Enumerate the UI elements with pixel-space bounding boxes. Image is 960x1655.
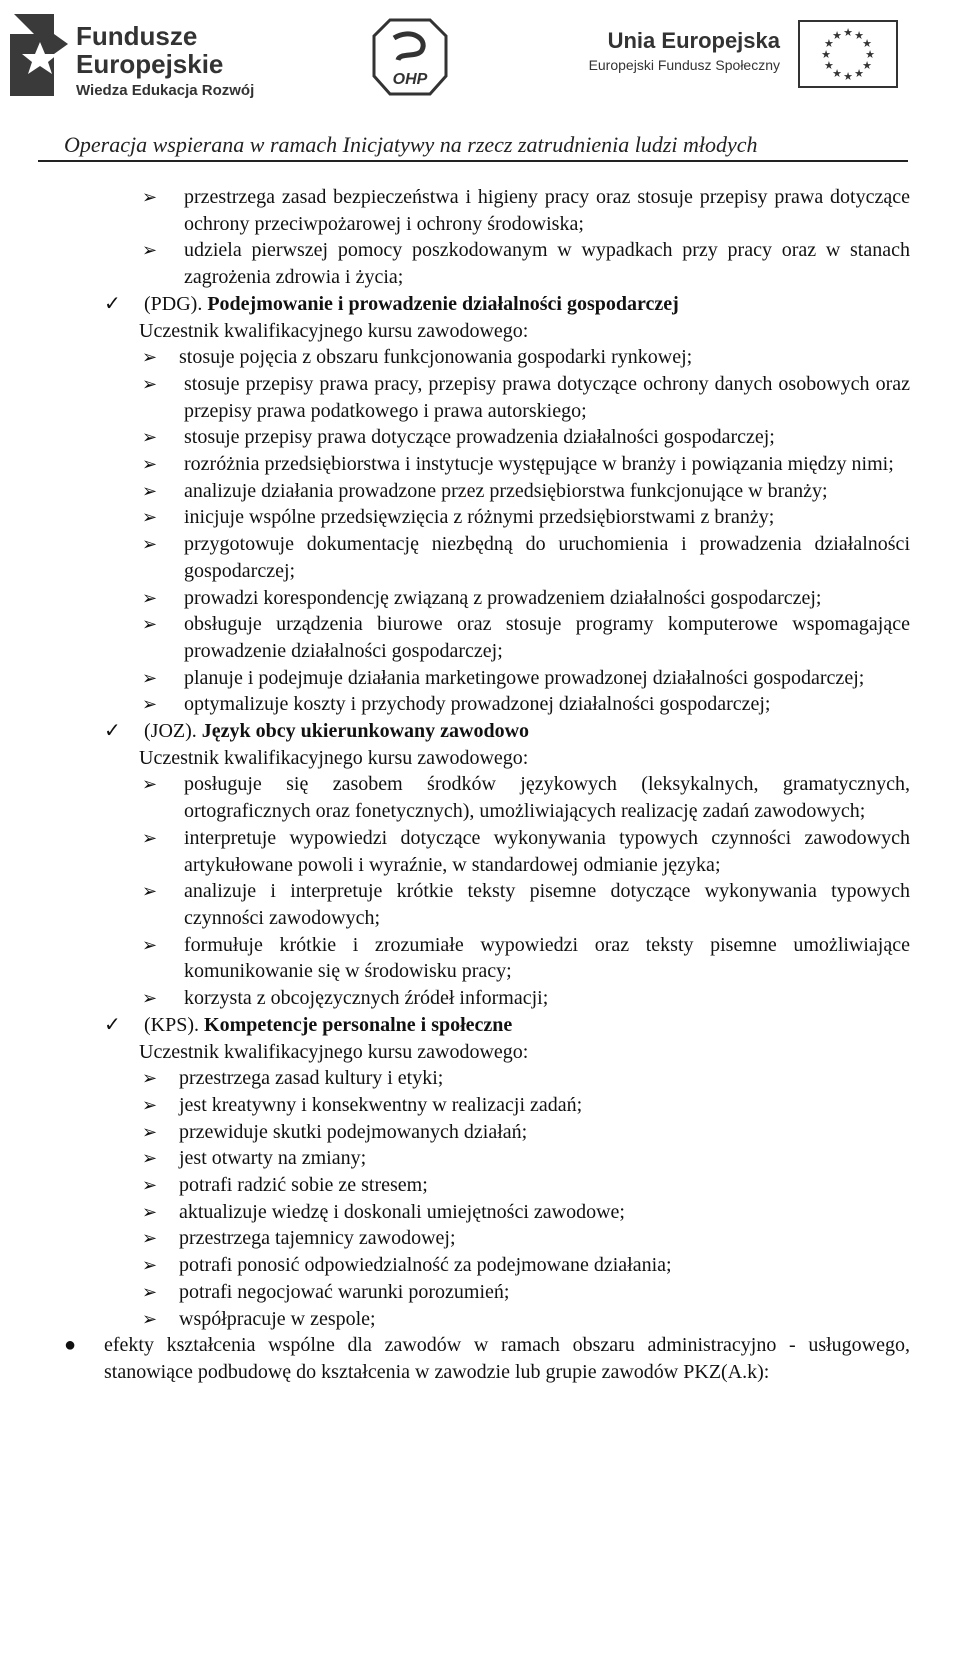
section-heading: ✓ (PDG). Podejmowanie i prowadzenie działalności gospodarczej bbox=[0, 291, 960, 318]
arrow-bullet-icon: ➢ bbox=[142, 1068, 158, 1089]
list-item: ➢ potrafi negocjować warunki porozumień; bbox=[0, 1279, 960, 1306]
checkmark-icon: ✓ bbox=[104, 1013, 121, 1036]
section-intro: Uczestnik kwalifikacyjnego kursu zawodowego: bbox=[139, 1040, 529, 1063]
eu-star-icon: ★ bbox=[832, 29, 842, 42]
list-item: ➢ prowadzi korespondencję związaną z prowadzeniem działalności gospodarczej; bbox=[0, 585, 960, 612]
section-intro: Uczestnik kwalifikacyjnego kursu zawodowego: bbox=[139, 319, 529, 342]
list-item: ➢ współpracuje w zespole; bbox=[0, 1306, 960, 1333]
eu-star-icon: ★ bbox=[854, 29, 864, 42]
list-item: ➢ stosuje przepisy prawa pracy, przepisy prawa dotyczące ochrony danych osobowych oraz przepisy prawa podatkowego i prawa autorskiego; bbox=[142, 372, 910, 422]
eu-star-icon: ★ bbox=[854, 68, 864, 81]
eu-flag-icon bbox=[798, 20, 898, 88]
arrow-bullet-icon: ➢ bbox=[142, 507, 158, 528]
arrow-bullet-icon: ➢ bbox=[142, 1148, 158, 1169]
list-item: ➢ udziela pierwszej pomocy poszkodowanym w wypadkach przy pracy oraz w stanach zagrożenia zdrowia i życia; bbox=[142, 239, 910, 289]
list-item: ➢ stosuje pojęcia z obszaru funkcjonowania gospodarki rynkowej; bbox=[0, 344, 960, 371]
eu-star-icon: ★ bbox=[862, 60, 872, 72]
fe-logo-line3: Wiedza Edukacja Rozwój bbox=[76, 82, 255, 99]
eu-star-icon: ★ bbox=[821, 49, 831, 61]
final-bullet-item: ● efekty kształcenia wspólne dla zawodów w ramach obszaru administracyjno - usługowego, stanowiące podbudowę do kształcenia w zawodzie lub grupie zawodów PKZ(A.k): bbox=[64, 1334, 910, 1383]
section-heading: ✓ (KPS). Kompetencje personalne i społeczne bbox=[0, 1012, 960, 1039]
section-heading: ✓ (JOZ). Język obcy ukierunkowany zawodowo bbox=[0, 718, 960, 745]
list-item: ➢ aktualizuje wiedzę i doskonali umiejętności zawodowe; bbox=[0, 1199, 960, 1226]
list-item: ➢ potrafi radzić sobie ze stresem; bbox=[0, 1172, 960, 1199]
list-item: ➢ inicjuje wspólne przedsięwzięcia z różnymi przedsiębiorstwami z branży; bbox=[0, 504, 960, 531]
eu-star-icon: ★ bbox=[862, 38, 872, 50]
fe-logo-line2: Europejskie bbox=[76, 49, 224, 79]
arrow-bullet-icon: ➢ bbox=[142, 694, 158, 715]
list-item: ➢ przewiduje skutki podejmowanych działań; bbox=[0, 1119, 960, 1146]
arrow-bullet-icon: ➢ bbox=[142, 1175, 158, 1196]
arrow-bullet-icon: ➢ bbox=[142, 614, 158, 635]
eu-star-icon: ★ bbox=[824, 38, 834, 50]
arrow-bullet-icon: ➢ bbox=[142, 240, 158, 261]
eu-star-icon: ★ bbox=[865, 49, 875, 61]
ue-logo-line2: Europejski Fundusz Społeczny bbox=[588, 57, 780, 73]
arrow-bullet-icon: ➢ bbox=[142, 1094, 158, 1115]
list-item: ➢ analizuje i interpretuje krótkie teksty pisemne dotyczące wykonywania typowych czynności zawodowych; bbox=[142, 880, 910, 929]
list-item: ➢ optymalizuje koszty i przychody prowadzonej działalności gospodarczej; bbox=[0, 691, 960, 718]
document-content bbox=[0, 184, 960, 1386]
list-item: ➢ jest kreatywny i konsekwentny w realizacji zadań; bbox=[0, 1092, 960, 1119]
arrow-bullet-icon: ➢ bbox=[142, 480, 158, 501]
arrow-bullet-icon: ➢ bbox=[142, 373, 158, 394]
arrow-bullet-icon: ➢ bbox=[142, 881, 158, 902]
list-item: ➢ posługuje się zasobem środków językowych (leksykalnych, gramatycznych, ortograficznych oraz fonetycznych), umożliwiających realizację zadań zawodowych; bbox=[142, 773, 910, 823]
list-item: ➢ interpretuje wypowiedzi dotyczące wykonywania typowych czynności zawodowych artykułowane powoli i wyraźnie, w standardowej odmianie języka; bbox=[142, 826, 910, 876]
list-item: ➢ stosuje przepisy prawa dotyczące prowadzenia działalności gospodarczej; bbox=[0, 424, 960, 451]
ohp-logo-text: OHP bbox=[392, 71, 428, 88]
list-item: ➢ formułuje krótkie i zrozumiałe wypowiedzi oraz teksty pisemne umożliwiające komunikowanie się w środowisku pracy; bbox=[142, 933, 910, 983]
list-item: ➢ przygotowuje dokumentację niezbędną do uruchomienia i prowadzenia działalności gospodarczej; bbox=[142, 533, 910, 582]
eu-star-icon: ★ bbox=[832, 68, 842, 81]
checkmark-icon: ✓ bbox=[104, 720, 121, 743]
arrow-bullet-icon: ➢ bbox=[142, 1281, 158, 1302]
arrow-bullet-icon: ➢ bbox=[142, 827, 158, 848]
arrow-bullet-icon: ➢ bbox=[142, 454, 158, 475]
round-bullet-icon: ● bbox=[64, 1334, 77, 1357]
list-item: ➢ przestrzega zasad bezpieczeństwa i higieny pracy oraz stosuje przepisy prawa dotyczące ochrony przeciwpożarowej i ochrony środowiska; bbox=[142, 186, 910, 235]
arrow-bullet-icon: ➢ bbox=[142, 667, 158, 688]
header-divider bbox=[38, 160, 908, 162]
fundusze-europejskie-logo bbox=[10, 12, 260, 100]
list-item: ➢ przestrzega zasad kultury i etyki; bbox=[0, 1065, 960, 1092]
list-item: ➢ potrafi ponosić odpowiedzialność za podejmowane działania; bbox=[0, 1252, 960, 1279]
unia-europejska-logo bbox=[570, 20, 910, 90]
list-item: ➢ rozróżnia przedsiębiorstwa i instytucje występujące w branży i powiązania między nimi; bbox=[0, 451, 960, 478]
arrow-bullet-icon: ➢ bbox=[142, 534, 158, 555]
eu-star-icon: ★ bbox=[843, 27, 853, 39]
eu-star-icon: ★ bbox=[843, 71, 853, 83]
header-subtitle: Operacja wspierana w ramach Inicjatywy na rzecz zatrudnienia ludzi młodych bbox=[64, 132, 758, 157]
page-header bbox=[0, 0, 960, 157]
list-item: ➢ obsługuje urządzenia biurowe oraz stosuje programy komputerowe wspomagające prowadzenie działalności gospodarczej; bbox=[142, 613, 910, 662]
arrow-bullet-icon: ➢ bbox=[142, 427, 158, 448]
list-item: ➢ jest otwarty na zmiany; bbox=[0, 1145, 960, 1172]
list-item: ➢ korzysta z obcojęzycznych źródeł informacji; bbox=[0, 985, 960, 1012]
fe-logo-line1: Fundusze bbox=[76, 21, 198, 51]
fe-star-icon bbox=[10, 12, 70, 100]
arrow-bullet-icon: ➢ bbox=[142, 587, 158, 608]
arrow-bullet-icon: ➢ bbox=[142, 934, 158, 955]
ohp-shield-icon bbox=[370, 16, 450, 98]
eu-star-icon: ★ bbox=[824, 60, 834, 72]
ohp-logo bbox=[370, 16, 450, 98]
list-item: ➢ analizuje działania prowadzone przez przedsiębiorstwa funkcjonujące w branży; bbox=[0, 478, 960, 505]
arrow-bullet-icon: ➢ bbox=[142, 1255, 158, 1276]
arrow-bullet-icon: ➢ bbox=[142, 347, 158, 368]
arrow-bullet-icon: ➢ bbox=[142, 1228, 158, 1249]
arrow-bullet-icon: ➢ bbox=[142, 1201, 158, 1222]
arrow-bullet-icon: ➢ bbox=[142, 774, 158, 795]
list-item: ➢ planuje i podejmuje działania marketingowe prowadzonej działalności gospodarczej; bbox=[0, 665, 960, 692]
list-item: ➢ przestrzega tajemnicy zawodowej; bbox=[0, 1225, 960, 1252]
arrow-bullet-icon: ➢ bbox=[142, 988, 158, 1009]
section-intro: Uczestnik kwalifikacyjnego kursu zawodowego: bbox=[139, 746, 529, 769]
arrow-bullet-icon: ➢ bbox=[142, 187, 158, 207]
checkmark-icon: ✓ bbox=[104, 292, 121, 315]
arrow-bullet-icon: ➢ bbox=[142, 1121, 158, 1142]
arrow-bullet-icon: ➢ bbox=[142, 1308, 158, 1329]
ue-logo-line1: Unia Europejska bbox=[607, 28, 780, 53]
